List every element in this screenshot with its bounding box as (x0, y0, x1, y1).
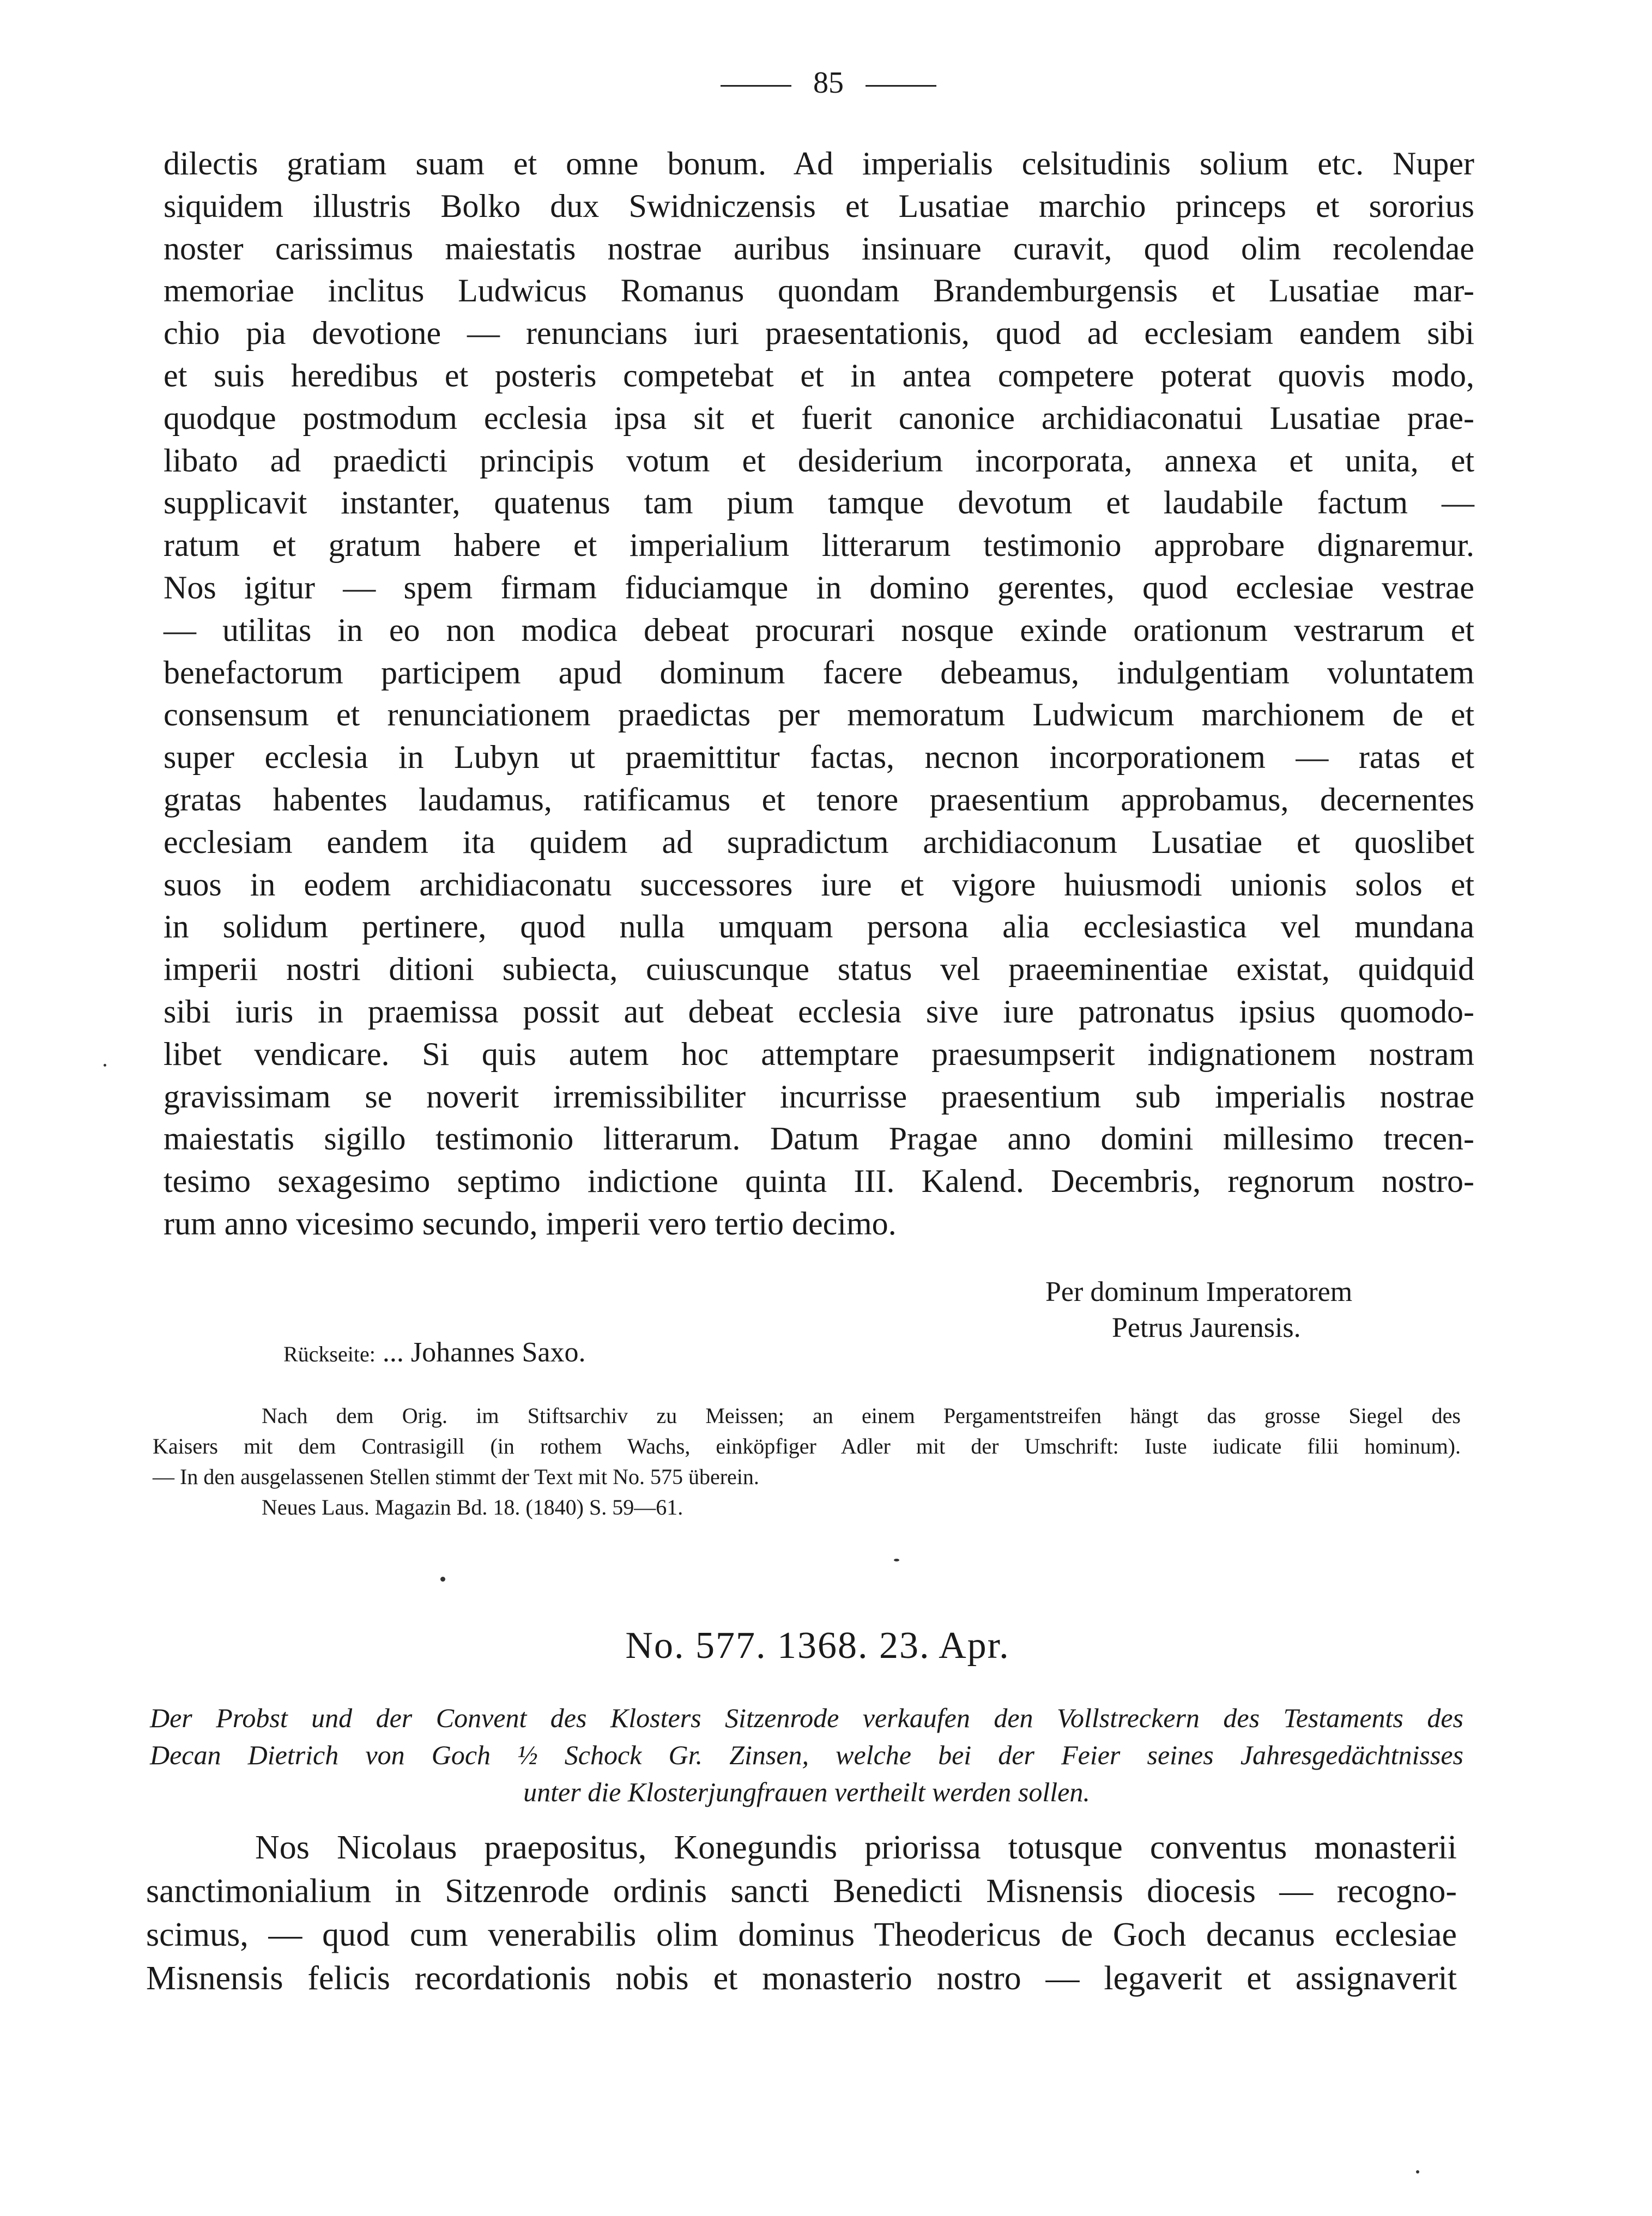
scan-speck (104, 1064, 106, 1067)
source-notes (153, 1401, 1461, 1523)
document-heading: No. 577. 1368. 23. Apr. (625, 1625, 1010, 1667)
page-number-rule-left (721, 85, 791, 87)
scan-speck (894, 1559, 899, 1561)
charter-line: et suis heredibus et posteris competebat et in antea competere poterat quovis modo, (164, 357, 1474, 393)
source-note-line: — In den ausgelassenen Stellen stimmt der Text mit No. 575 überein. (153, 1464, 759, 1489)
charter-line: sibi iuris in praemissa possit aut debeat ecclesia sive iure patronatus ipsius quomodo- (164, 993, 1474, 1030)
charter-line: gravissimam se noverit irremissibiliter incurrisse praesentium sub imperialis nostrae (164, 1078, 1474, 1115)
document-summary (150, 1699, 1463, 1811)
charter-line: supplicavit instanter, quatenus tam pium tamque devotum et laudabile factum — (164, 485, 1474, 521)
source-note-line: Nach dem Orig. im Stiftsarchiv zu Meissen; an einem Pergamentstreifen hängt das grosse Siegel des (262, 1403, 1461, 1428)
charter-line: memoriae inclitus Ludwicus Romanus quondam Brandemburgensis et Lusatiae mar- (164, 273, 1474, 309)
document-text (146, 1826, 1457, 2000)
page-number-value: 85 (813, 66, 844, 100)
charter-line: quodque postmodum ecclesia ipsa sit et fuerit canonice archidiaconatui Lusatiae prae- (164, 399, 1474, 436)
charter-line: benefactorum participem apud dominum facere debeamus, indulgentiam voluntatem (164, 654, 1474, 691)
signature-line-2: Petrus Jaurensis. (1112, 1312, 1301, 1343)
source-note-line: Kaisers mit dem Contrasigill (in rothem Wachs, einköpfiger Adler mit der Umschrift: Iuste iudicate filii hominum). (153, 1434, 1461, 1458)
charter-line: maiestatis sigillo testimonio litterarum. Datum Pragae anno domini millesimo trecen- (164, 1121, 1474, 1157)
document-text-line: scimus, — quod cum venerabilis olim dominus Theodericus de Goch decanus ecclesiae (146, 1916, 1457, 1953)
charter-line: tesimo sexagesimo septimo indictione quinta III. Kalend. Decembris, regnorum nostro- (164, 1163, 1474, 1200)
charter-line: chio pia devotione — renuncians iuri praesentationis, quod ad ecclesiam eandem sibi (164, 315, 1474, 352)
document-text-line: Nos Nicolaus praepositus, Konegundis priorissa totusque conventus monasterii (255, 1829, 1457, 1866)
scan-speck (440, 1577, 445, 1582)
reverse-label: Rückseite: (283, 1342, 376, 1366)
charter-line: libet vendicare. Si quis autem hoc attemptare praesumpserit indignationem nostram (164, 1036, 1474, 1072)
reverse-text: ... Johannes Saxo. (382, 1337, 586, 1368)
summary-line: Decan Dietrich von Goch ½ Schock Gr. Zinsen, welche bei der Feier seines Jahresgedächtnisses (150, 1740, 1463, 1770)
charter-line: ecclesiam eandem ita quidem ad supradictum archidiaconum Lusatiae et quoslibet (164, 824, 1474, 860)
document-text-line: sanctimonialium in Sitzenrode ordinis sancti Benedicti Misnensis diocesis — recogno- (146, 1873, 1457, 1910)
charter-line: super ecclesia in Lubyn ut praemittitur factas, necnon incorporationem — ratas et (164, 739, 1474, 776)
summary-line: unter die Klosterjungfrauen vertheilt werden sollen. (523, 1777, 1090, 1807)
source-note-line: Neues Laus. Magazin Bd. 18. (1840) S. 59—61. (262, 1495, 683, 1519)
charter-line: siquidem illustris Bolko dux Swidniczensis et Lusatiae marchio princeps et sororius (164, 187, 1474, 224)
charter-line: gratas habentes laudamus, ratificamus et tenore praesentium approbamus, decernentes (164, 781, 1474, 818)
charter-line: — utilitas in eo non modica debeat procurari nosque exinde orationum vestrarum et (164, 611, 1474, 648)
charter-line: ratum et gratum habere et imperialium litterarum testimonio approbare dignaremur. (164, 527, 1474, 564)
signature-line-1: Per dominum Imperatorem (1045, 1276, 1353, 1307)
charter-line: libato ad praedicti principis votum et desiderium incorporata, annexa et unita, et (164, 442, 1474, 479)
charter-line: imperii nostri ditioni subiecta, cuiuscunque status vel praeeminentiae existat, quidquid (164, 951, 1474, 988)
signature-block (1036, 1274, 1472, 1346)
charter-line: noster carissimus maiestatis nostrae auribus insinuare curavit, quod olim recolendae (164, 230, 1474, 267)
page-number (698, 65, 959, 100)
charter-line: Nos igitur — spem firmam fiduciamque in domino gerentes, quod ecclesiae vestrae (164, 569, 1474, 606)
charter-text (164, 143, 1474, 1245)
charter-line: consensum et renunciationem praedictas per memoratum Ludwicum marchionem de et (164, 697, 1474, 733)
summary-line: Der Probst und der Convent des Klosters Sitzenrode verkaufen den Vollstreckern des Testaments des (150, 1703, 1463, 1733)
charter-line: in solidum pertinere, quod nulla umquam persona alia ecclesiastica vel mundana (164, 909, 1474, 945)
page-number-rule-right (866, 85, 936, 87)
document-text-line: Misnensis felicis recordationis nobis et monasterio nostro — legaverit et assignaverit (146, 1960, 1457, 1997)
charter-line: rum anno vicesimo secundo, imperii vero tertio decimo. (164, 1205, 897, 1242)
charter-line: dilectis gratiam suam et omne bonum. Ad imperialis celsitudinis solium etc. Nuper (164, 146, 1474, 181)
reverse-note (283, 1336, 586, 1369)
charter-line: suos in eodem archidiaconatu successores iure et vigore huiusmodi unionis solos et (164, 866, 1474, 903)
scan-speck (1416, 2170, 1419, 2173)
